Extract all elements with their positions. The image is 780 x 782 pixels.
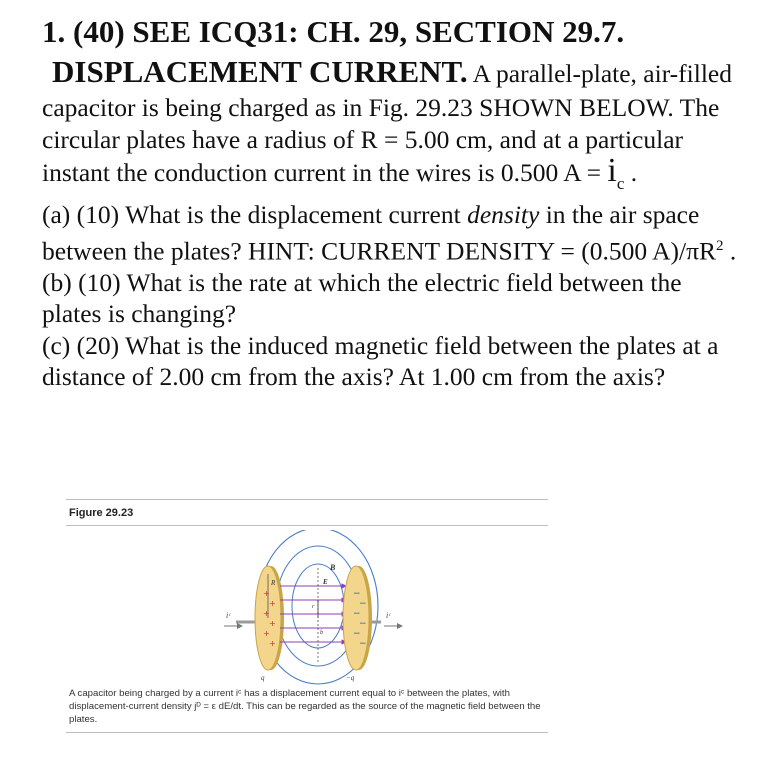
minus-charge-6: − xyxy=(359,639,367,649)
plus-charge-6: + xyxy=(269,639,276,648)
plus-charge-5: + xyxy=(269,619,276,628)
problem-text: 1. (40) SEE ICQ31: CH. 29, SECTION 29.7. DISPLACEMENT CURRENT. A parallel-plate, air-filled capacitor is being charged as in Fig. 29.23 SHOWN BELOW. The circular plates have a radius of R = 5.00 cm, and at a particular instant the conduction current in the wires is 0.500 $A = i_c$ . (a) (10) What is the displacement current density in the air space between the plates? HINT: CURRENT DENSITY = (0.500 $A)/\pi R^2$ . (b) (10) What is the rate at which the electric field between the plates is changing? (c) (20) What is the induced magnetic field between the plates at a distance of 2.00 cm from the axis? At 1.00 cm from the axis? xyxy=(42,12,747,393)
figure-29-23 xyxy=(66,499,548,733)
part-b: (b) (10) What is the rate at which the electric field between the plates is changing? xyxy=(42,267,682,329)
figure-title: Figure 29.23 xyxy=(69,507,134,519)
problem-section: DISPLACEMENT CURRENT. xyxy=(52,54,468,89)
plus-charge-1: + xyxy=(263,589,270,598)
plus-charge-2: + xyxy=(263,609,270,618)
part-a: (a) (10) What is the displacement current density in the air space between the plates? HINT: CURRENT DENSITY = (0.500 $A)/\pi R^2$ . xyxy=(42,200,737,266)
minus-charge-3: − xyxy=(353,629,361,639)
right-current-label: iᶜ xyxy=(386,611,391,620)
part-c: (c) (20) What is the induced magnetic field between the plates at a distance of 2.00 cm from the axis? At 1.00 cm from the axis? xyxy=(42,330,719,392)
minus-charge-1: − xyxy=(353,589,361,599)
left-current-label: iᶜ xyxy=(226,611,231,620)
conduction-current-symbol: $i_c$ xyxy=(607,152,625,193)
figure-title-rule xyxy=(66,525,548,526)
minus-charge-2: − xyxy=(353,609,361,619)
minus-charge-4: − xyxy=(359,599,367,609)
problem-title: 1. (40) SEE ICQ31: CH. 29, SECTION 29.7. xyxy=(42,14,625,49)
figure-bottom-rule xyxy=(66,732,548,733)
right-charge-label: −q xyxy=(346,674,355,682)
minus-charge-5: − xyxy=(359,619,367,629)
r-label: r xyxy=(312,604,315,610)
radius-label: R xyxy=(271,579,276,587)
e-field-label: E xyxy=(323,578,328,586)
b-field-label: B xyxy=(330,563,336,572)
figure-caption: A capacitor being charged by a current iᶜ has a displacement current equal to iᶜ between the plates, with displacement-current density jᴰ = ε dE/dt. This can be regarded as the source of the magnetic field between the plates. xyxy=(69,688,541,725)
plus-charge-4: + xyxy=(269,599,276,608)
problem-intro: A parallel-plate, air-filled capacitor is being charged as in Fig. 29.23 SHOWN BELOW. The circular plates have a radius of R = 5.00 cm, and at a particular instant the conduction current in the wires is 0.500 A = xyxy=(42,59,732,187)
b-label-inner: b xyxy=(320,630,323,636)
plus-charge-3: + xyxy=(263,629,270,638)
capacitor-diagram xyxy=(66,530,548,685)
left-charge-label: q xyxy=(261,674,265,682)
